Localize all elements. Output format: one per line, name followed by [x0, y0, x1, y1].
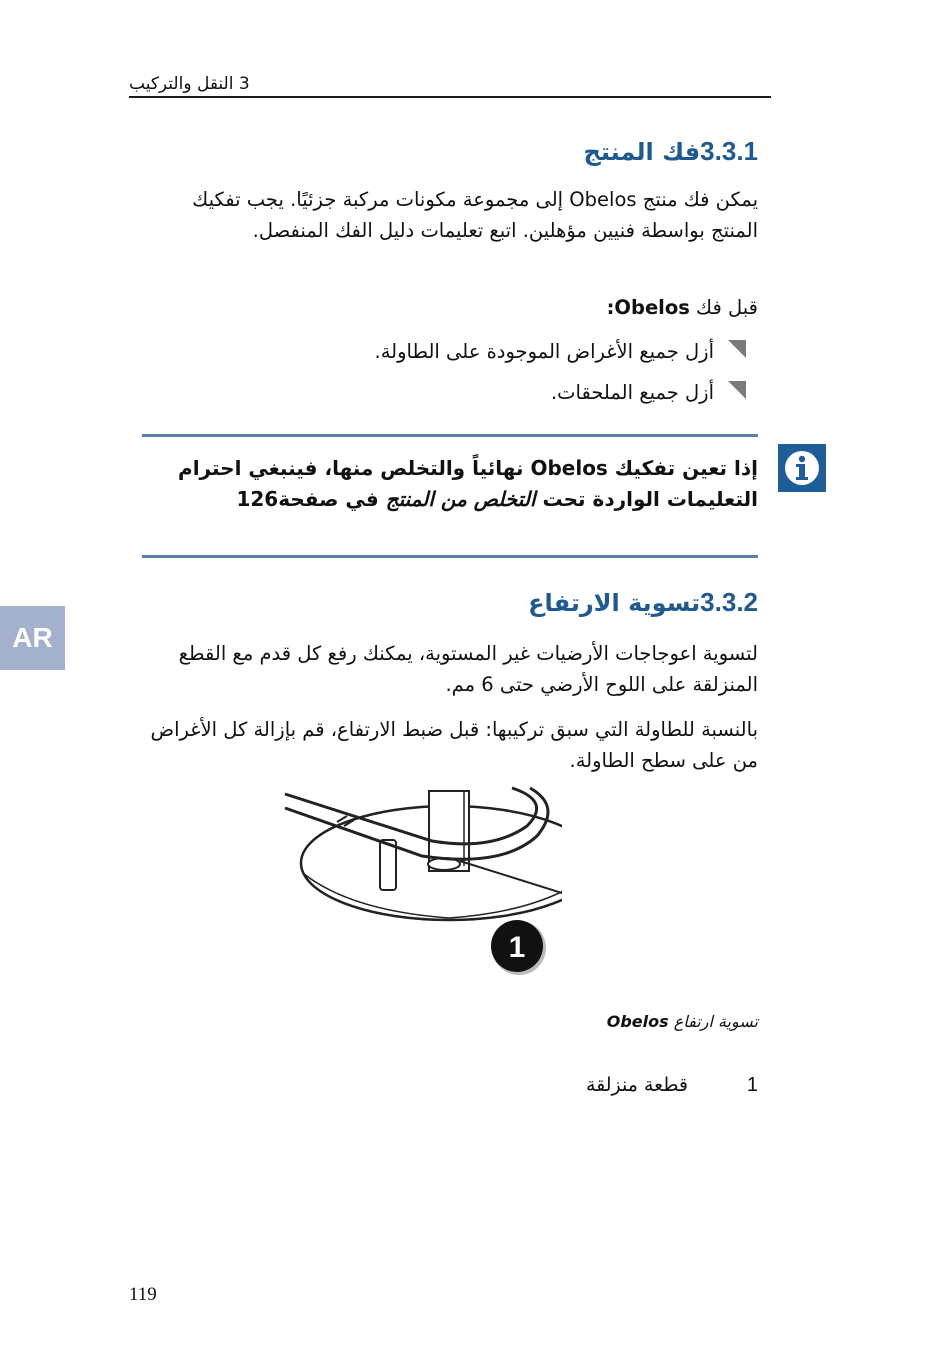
caption-text: تسوية ارتفاع	[668, 1012, 758, 1031]
section-number: 3.3.1	[700, 136, 758, 166]
figure-legend-row	[558, 1074, 758, 1104]
callout-number: 1	[508, 931, 526, 964]
bullet-text: أزل جميع الأغراض الموجودة على الطاولة.	[374, 340, 714, 363]
note-text-italic: التخلص من المنتج	[385, 487, 536, 511]
before-disassembly-label	[607, 292, 758, 323]
list-item	[298, 377, 758, 408]
note-text-part: في صفحة126	[236, 487, 386, 511]
list-item	[298, 336, 758, 367]
before-label-text: قبل فك	[689, 296, 758, 319]
caption-bold: Obelos	[606, 1012, 669, 1031]
legend-label: قطعة منزلقة	[585, 1074, 688, 1096]
info-icon	[778, 444, 826, 492]
language-tab: AR	[0, 606, 65, 670]
glide-foot-illustration	[282, 786, 562, 976]
section-title: تسوية الارتفاع	[528, 589, 701, 617]
bullet-triangle-icon	[728, 381, 746, 399]
section-heading-3-3-1	[584, 136, 758, 167]
section-number: 3.3.2	[700, 587, 758, 617]
section-1-paragraph: يمكن فك منتج Obelos إلى مجموعة مكونات مركبة جزئيًا. يجب تفكيك المنتج بواسطة فنيين مؤهلين. اتبع تعليمات دليل الفك المنفصل.	[192, 188, 758, 242]
bullet-list	[298, 336, 758, 418]
legend-number: 1	[746, 1074, 758, 1096]
running-header-title: 3 النقل والتركيب	[129, 74, 250, 94]
note-text-part: إذا تعين تفكيك Obelos نهائياً والتخلص منها، فينبغي احترام التعليمات الواردة تحت	[178, 456, 758, 511]
running-header	[129, 72, 771, 98]
bullet-text: أزل جميع الملحقات.	[550, 381, 714, 404]
note-text	[158, 453, 758, 515]
note-box	[142, 434, 758, 558]
section-title: فك المنتج	[583, 138, 701, 166]
bullet-triangle-icon	[728, 340, 746, 358]
page-number: 119	[129, 1284, 157, 1305]
section-2-paragraph-2: بالنسبة للطاولة التي سبق تركيبها: قبل ضبط الارتفاع، قم بإزالة كل الأغراض من على سطح الطاولة.	[150, 718, 758, 772]
section-2-paragraph-1: لتسوية اعوجاجات الأرضيات غير المستوية، يمكنك رفع كل قدم مع القطع المنزلقة على اللوح الأرضي حتى 6 مم.	[178, 642, 758, 696]
before-label-bold: Obelos:	[606, 296, 690, 319]
figure-caption	[607, 1012, 758, 1031]
section-heading-3-3-2	[528, 587, 758, 618]
